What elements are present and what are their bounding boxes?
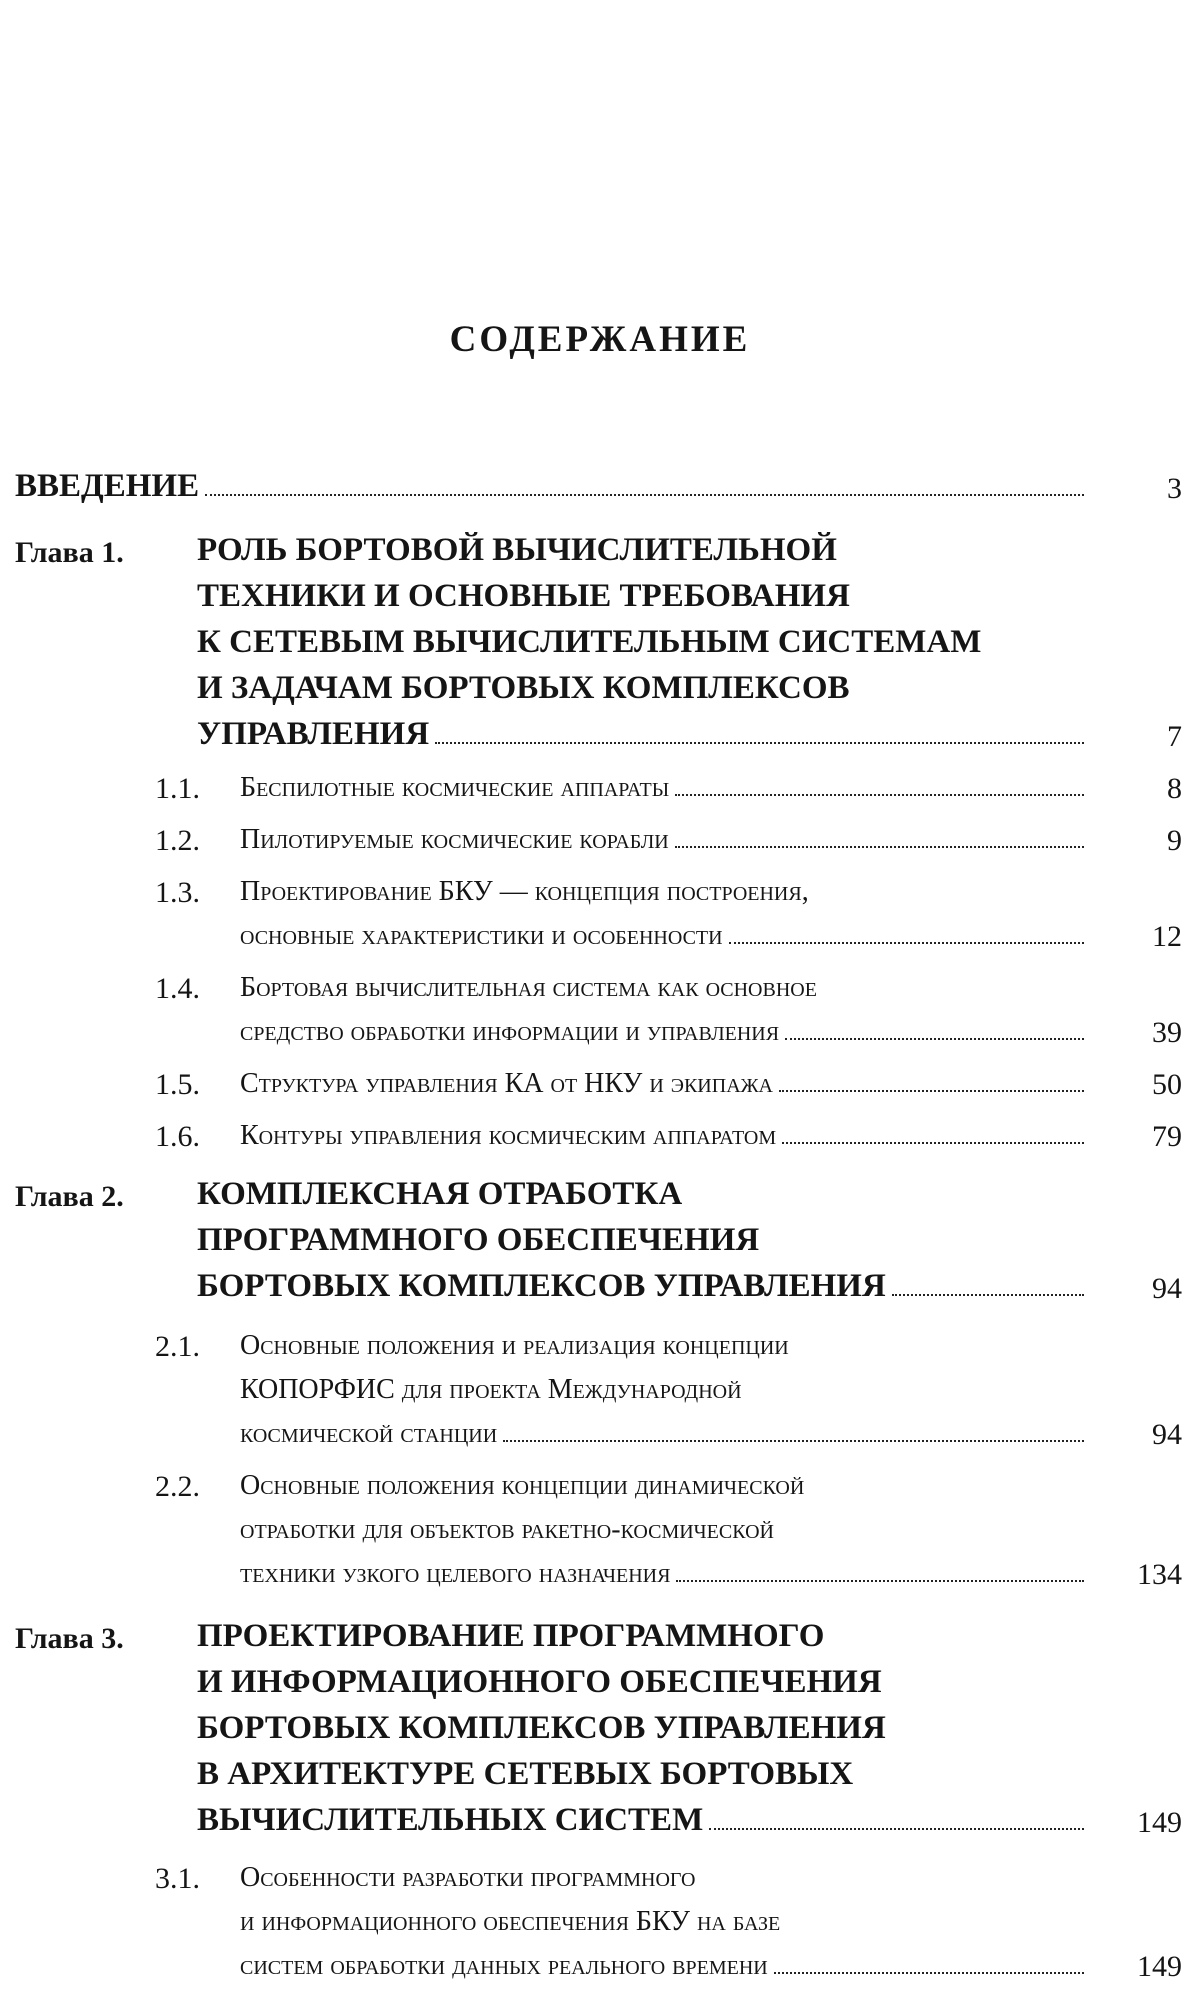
chapter-2-title-line: БОРТОВЫХ КОМПЛЕКСОВ УПРАВЛЕНИЯ [197, 1268, 886, 1304]
chapter-2-label: Глава 2. [15, 1180, 124, 1213]
chapter-2-title-line: КОМПЛЕКСНАЯ ОТРАБОТКА [197, 1176, 683, 1212]
leader-dots [785, 1038, 1084, 1040]
toc-entry-intro [15, 468, 1090, 505]
section-number: 1.6. [155, 1120, 200, 1153]
section-title: космической станции [240, 1418, 498, 1449]
leader-dots [205, 494, 1084, 496]
section-number: 1.3. [155, 876, 200, 909]
section-page: 12 [1152, 920, 1182, 953]
section-title: Основные положения и реализация концепции [240, 1330, 789, 1361]
section-page: 94 [1152, 1418, 1182, 1451]
section-page: 9 [1167, 824, 1182, 857]
leader-dots [709, 1828, 1084, 1830]
leader-dots [676, 1580, 1084, 1582]
section-title: систем обработки данных реального времени [240, 1950, 768, 1981]
chapter-1-title-line: ТЕХНИКИ И ОСНОВНЫЕ ТРЕБОВАНИЯ [197, 578, 850, 614]
section-title: Особенности разработки программного [240, 1862, 696, 1893]
chapter-2-page: 94 [1152, 1272, 1182, 1305]
section-number: 2.1. [155, 1330, 200, 1363]
section-title: и информационного обеспечения БКУ на базе [240, 1906, 781, 1937]
section-page: 50 [1152, 1068, 1182, 1101]
leader-dots [779, 1090, 1084, 1092]
leader-dots [892, 1294, 1084, 1296]
chapter-3-title-line: И ИНФОРМАЦИОННОГО ОБЕСПЕЧЕНИЯ [197, 1664, 882, 1700]
section-number: 1.5. [155, 1068, 200, 1101]
leader-dots [503, 1440, 1084, 1442]
section-entry [240, 1950, 1090, 1982]
section-number: 1.4. [155, 972, 200, 1005]
section-entry [240, 772, 1090, 804]
chapter-1-page: 7 [1167, 720, 1182, 753]
section-title: Проектирование БКУ — концепция построения, [240, 876, 809, 907]
section-entry [240, 1068, 1090, 1100]
intro-label: ВВЕДЕНИЕ [15, 468, 200, 504]
section-page: 79 [1152, 1120, 1182, 1153]
section-title: Структура управления КА от НКУ и экипажа [240, 1068, 773, 1099]
section-page: 8 [1167, 772, 1182, 805]
leader-dots [782, 1142, 1084, 1144]
chapter-1-last-line [197, 716, 1090, 753]
section-entry [240, 1558, 1090, 1590]
intro-page: 3 [1167, 472, 1182, 505]
chapter-3-page: 149 [1137, 1806, 1182, 1839]
page-title: СОДЕРЖАНИЕ [449, 319, 751, 360]
section-entry [240, 920, 1090, 952]
section-title: Пилотируемые космические корабли [240, 824, 669, 855]
section-title: КОПОРФИС для проекта Международной [240, 1374, 742, 1405]
section-title: основные характеристики и особенности [240, 920, 723, 951]
leader-dots [675, 794, 1084, 796]
chapter-1-title-line: РОЛЬ БОРТОВОЙ ВЫЧИСЛИТЕЛЬНОЙ [197, 532, 837, 568]
section-entry [240, 824, 1090, 856]
section-page: 149 [1137, 1950, 1182, 1983]
leader-dots [774, 1972, 1084, 1974]
chapter-3-title-line: БОРТОВЫХ КОМПЛЕКСОВ УПРАВЛЕНИЯ [197, 1710, 886, 1746]
chapter-1-label: Глава 1. [15, 536, 124, 569]
chapter-3-title-line: ВЫЧИСЛИТЕЛЬНЫХ СИСТЕМ [197, 1802, 704, 1838]
section-title: Беспилотные космические аппараты [240, 772, 670, 803]
section-entry [240, 1016, 1090, 1048]
chapter-2-title-line: ПРОГРАММНОГО ОБЕСПЕЧЕНИЯ [197, 1222, 760, 1258]
section-title: техники узкого целевого назначения [240, 1558, 671, 1589]
section-title: средство обработки информации и управления [240, 1016, 780, 1047]
section-title: Бортовая вычислительная система как основное [240, 972, 817, 1003]
section-title: отработки для объектов ракетно-космической [240, 1514, 774, 1545]
chapter-3-title-line: ПРОЕКТИРОВАНИЕ ПРОГРАММНОГО [197, 1618, 825, 1654]
chapter-1-title-line: И ЗАДАЧАМ БОРТОВЫХ КОМПЛЕКСОВ [197, 670, 850, 706]
section-entry [240, 1418, 1090, 1450]
section-title: Основные положения концепции динамической [240, 1470, 805, 1501]
section-number: 3.1. [155, 1862, 200, 1895]
section-page: 39 [1152, 1016, 1182, 1049]
leader-dots [729, 942, 1084, 944]
chapter-1-title-line: К СЕТЕВЫМ ВЫЧИСЛИТЕЛЬНЫМ СИСТЕМАМ [197, 624, 982, 660]
leader-dots [675, 846, 1084, 848]
chapter-3-title-line: В АРХИТЕКТУРЕ СЕТЕВЫХ БОРТОВЫХ [197, 1756, 854, 1792]
chapter-3-label: Глава 3. [15, 1622, 124, 1655]
section-entry [240, 1120, 1090, 1152]
chapter-3-last-line [197, 1802, 1090, 1839]
chapter-2-last-line [197, 1268, 1090, 1305]
chapter-1-title-line: УПРАВЛЕНИЯ [197, 716, 430, 752]
leader-dots [435, 742, 1084, 744]
section-page: 134 [1137, 1558, 1182, 1591]
section-number: 1.2. [155, 824, 200, 857]
section-number: 2.2. [155, 1470, 200, 1503]
section-title: Контуры управления космическим аппаратом [240, 1120, 777, 1151]
section-number: 1.1. [155, 772, 200, 805]
